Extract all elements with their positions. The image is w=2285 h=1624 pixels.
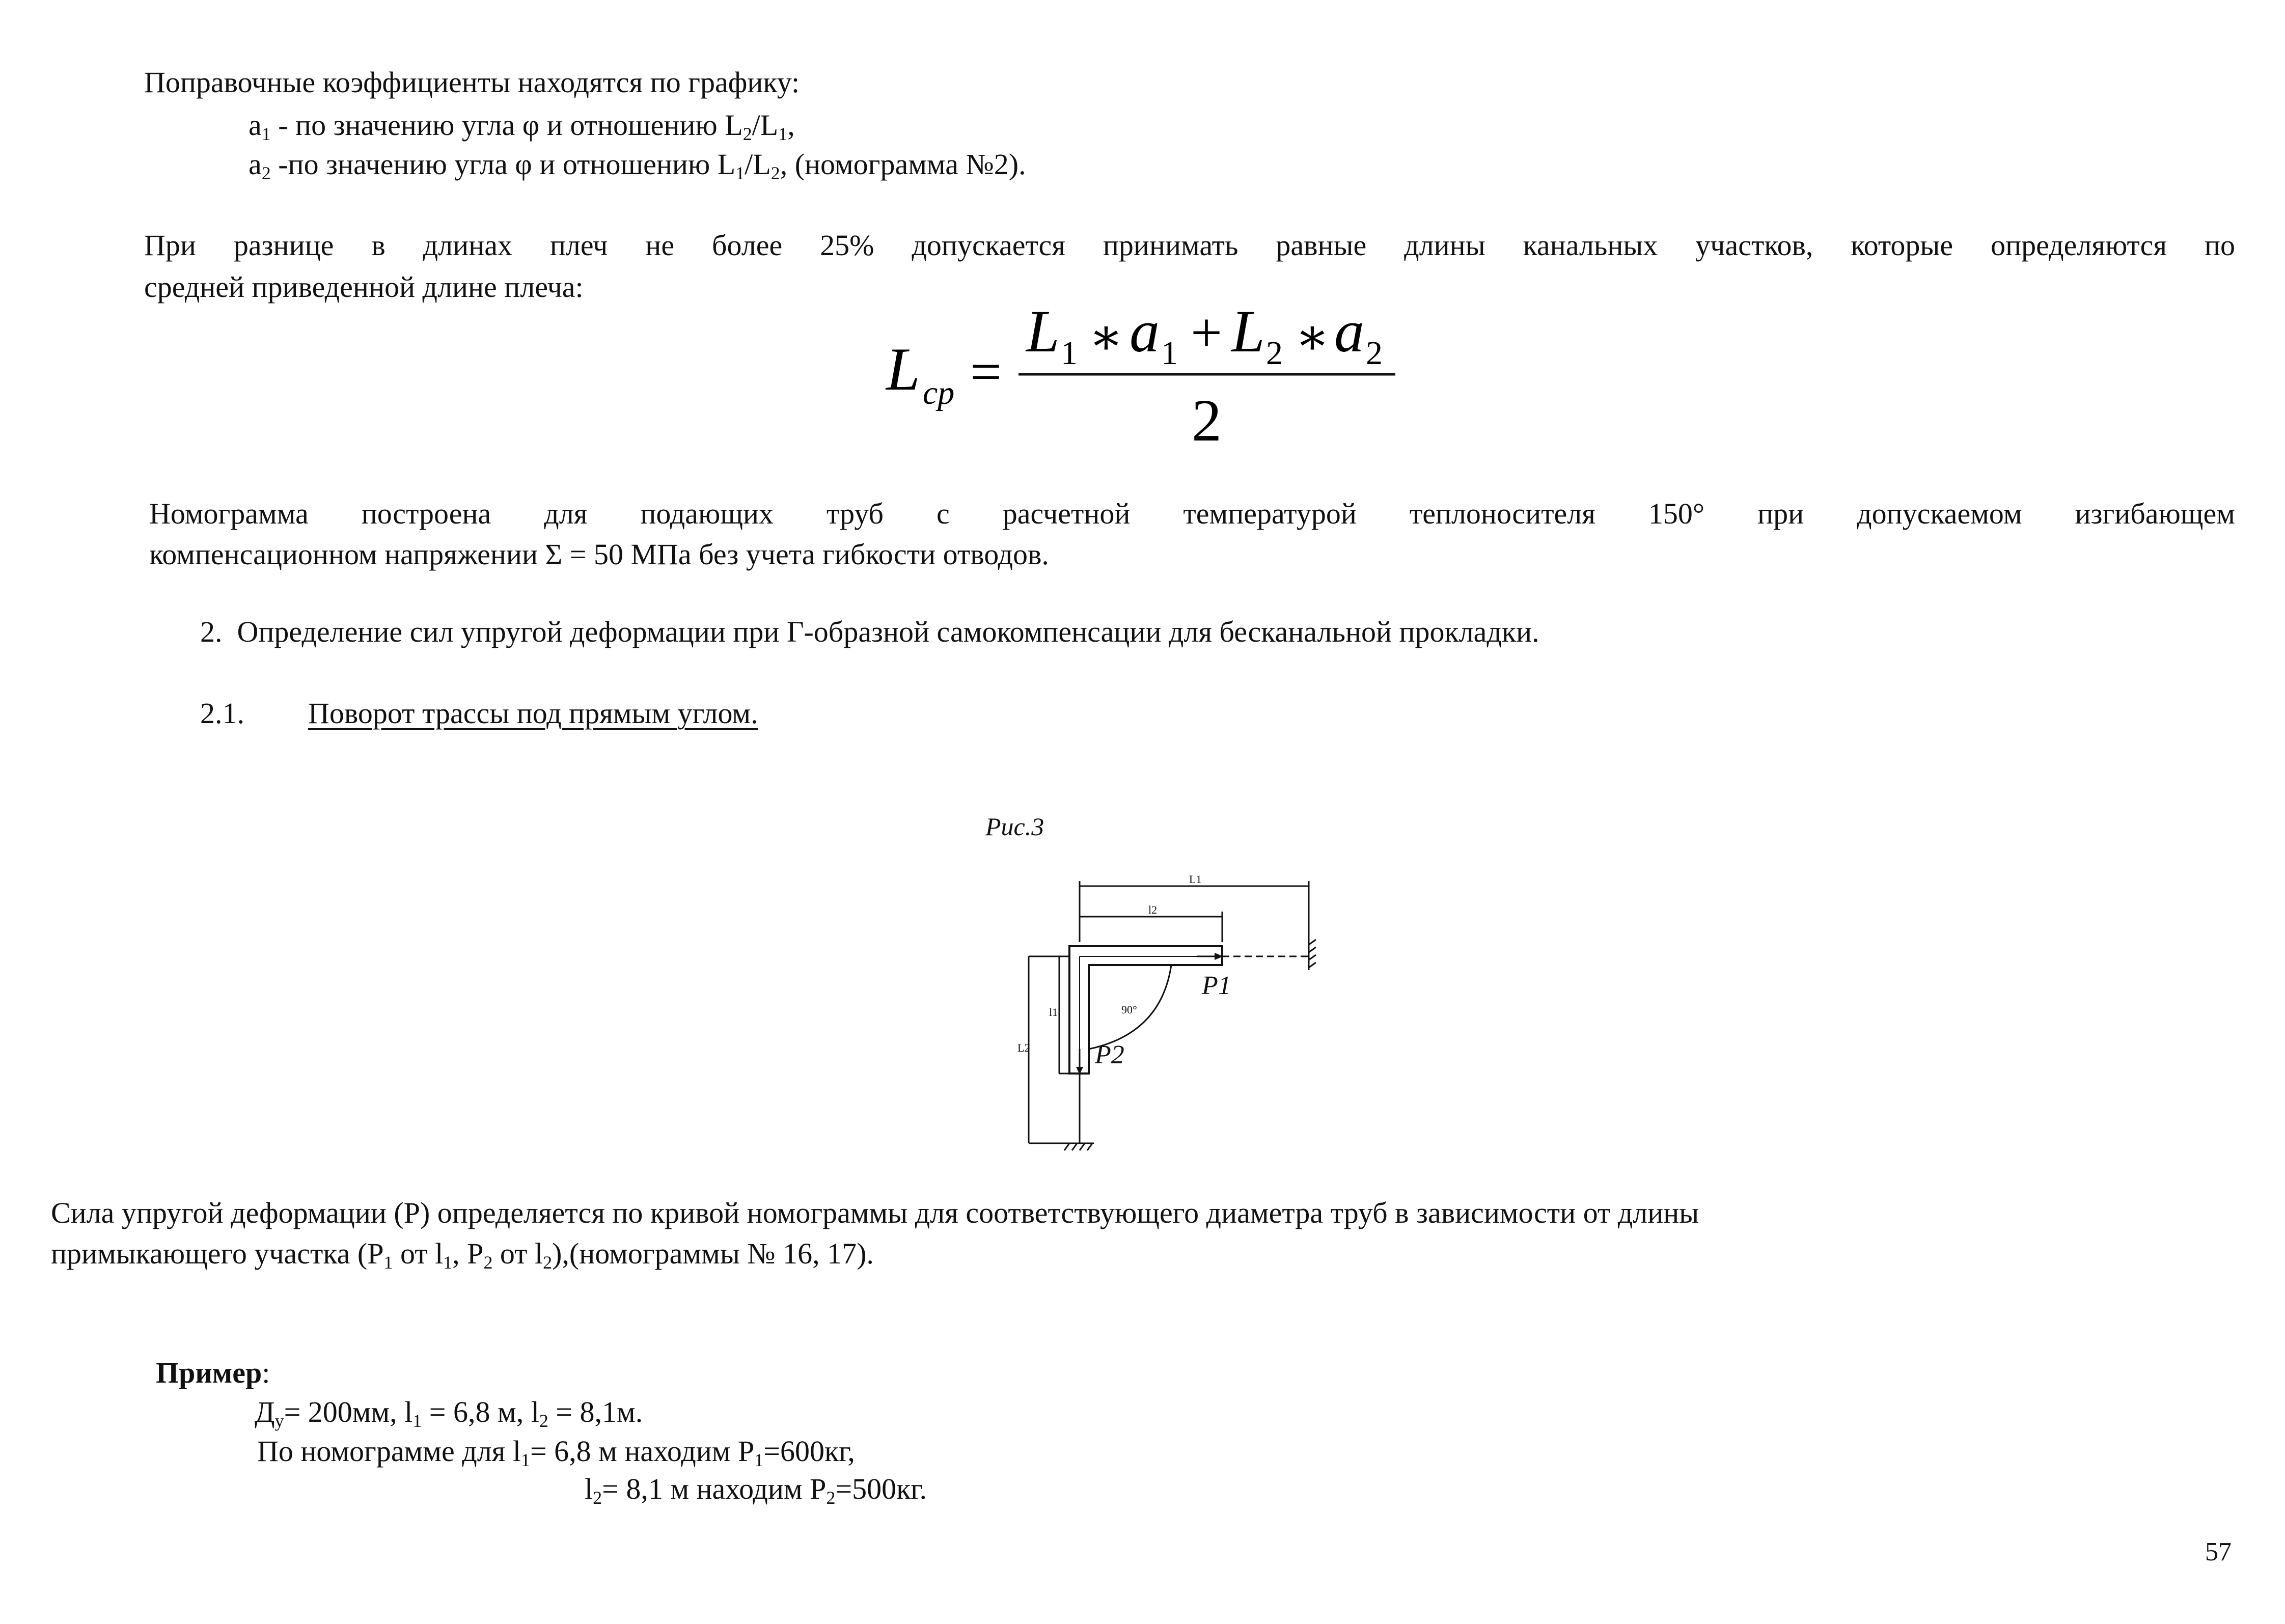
dim-top-inner bbox=[1080, 912, 1222, 942]
example-l3-a: l bbox=[585, 1472, 593, 1505]
example-l2-a: По номограмме для l bbox=[257, 1435, 521, 1468]
formula-num-a1-sub: 1 bbox=[1161, 335, 1178, 372]
formula-lhs-sub: cp bbox=[923, 374, 955, 411]
a1-ratio-sub1: 2 bbox=[742, 124, 752, 145]
formula-num-star1: ∗ bbox=[1089, 309, 1123, 365]
pipe-outline bbox=[1069, 946, 1222, 1074]
figure-3-diagram bbox=[957, 861, 1334, 1166]
example-l3-c: =500кг. bbox=[835, 1472, 927, 1505]
example-line1 bbox=[255, 1394, 643, 1431]
p1-label: P1 bbox=[1202, 971, 1231, 1000]
formula-equals: = bbox=[970, 341, 1002, 403]
force-text-e: ),(номограммы № 16, 17). bbox=[552, 1237, 874, 1270]
force-sub-4: 2 bbox=[543, 1252, 553, 1273]
example-line3 bbox=[585, 1471, 927, 1508]
dim-top-outer-label: L1 bbox=[1189, 873, 1202, 886]
example-l3-b: = 8,1 м находим Р bbox=[602, 1472, 827, 1505]
force-line2 bbox=[51, 1235, 874, 1273]
nomogram-line1: Номограмма построена для подающих труб с расчетной температурой теплоносителя 150° при допускаемом изгибающем bbox=[149, 497, 2235, 530]
section-2-1-title: Поворот трассы под прямым углом. bbox=[308, 697, 758, 730]
diff-line1: При разнице в длинах плеч не более 25% допускается принимать равные длины канальных участков, которые определяются по bbox=[144, 229, 2235, 262]
figure-caption: Рис.3 bbox=[985, 812, 1044, 841]
dim-top-outer bbox=[1080, 881, 1309, 962]
example-l1-sub-1: 1 bbox=[412, 1411, 422, 1432]
section-2-1-number: 2.1. bbox=[200, 697, 244, 730]
example-l2-sub-1: 1 bbox=[520, 1450, 530, 1471]
intro-a2-line bbox=[249, 146, 1026, 183]
example-l1-c: = 6,8 м, l bbox=[422, 1395, 539, 1428]
dim-left-inner-label: l1 bbox=[1049, 1006, 1058, 1019]
a1-ratio-sub2: 1 bbox=[778, 124, 788, 145]
lcp-formula bbox=[866, 303, 1416, 456]
formula-num-a2-sub: 2 bbox=[1366, 335, 1383, 372]
a1-text: - по значению угла φ и отношению L bbox=[270, 108, 743, 142]
example-l1-b: = 200мм, l bbox=[284, 1395, 413, 1428]
force-text-d: от l bbox=[492, 1237, 543, 1270]
formula-num-L2: L bbox=[1231, 303, 1265, 365]
a1-end: , bbox=[787, 108, 795, 142]
a2-ratio-slash: /L bbox=[745, 148, 771, 181]
formula-num-star2: ∗ bbox=[1295, 309, 1330, 365]
a1-symbol: a bbox=[249, 108, 262, 142]
section-2 bbox=[200, 614, 1539, 651]
example-l3-sub-p2: 2 bbox=[826, 1488, 836, 1508]
fixed-support-right bbox=[1309, 940, 1316, 970]
section-2-1 bbox=[200, 695, 244, 732]
a2-ratio-sub1: 1 bbox=[735, 163, 745, 184]
example-l1-sub-2: 2 bbox=[539, 1411, 548, 1432]
dim-top-inner-label: l2 bbox=[1148, 903, 1158, 916]
formula-num-L1: L bbox=[1026, 303, 1060, 365]
section-2-number: 2. bbox=[200, 615, 223, 648]
p2-label: P2 bbox=[1095, 1040, 1124, 1069]
force-text-a: примыкающего участка (Р bbox=[51, 1237, 384, 1270]
example-title-colon: : bbox=[262, 1356, 270, 1389]
formula-num-plus: + bbox=[1191, 303, 1223, 364]
example-l1-d: = 8,1м. bbox=[548, 1395, 643, 1428]
formula-lhs: L bbox=[886, 335, 920, 403]
example-l1-sub-y: у bbox=[274, 1411, 284, 1432]
example-l1-a: Д bbox=[255, 1395, 275, 1428]
intro-heading: Поправочные коэффициенты находятся по графику: bbox=[144, 66, 800, 99]
dim-left-outer bbox=[1029, 956, 1080, 1143]
force-sub-3: 2 bbox=[483, 1252, 493, 1273]
formula-denominator: 2 bbox=[1192, 387, 1222, 454]
formula-num-a2: a bbox=[1334, 303, 1364, 365]
diff-line2: средней приведенной длине плеча: bbox=[144, 270, 584, 304]
dim-left-outer-label: L2 bbox=[1017, 1041, 1030, 1054]
fixed-support-bottom bbox=[1064, 1143, 1094, 1150]
a2-sub: 2 bbox=[261, 163, 271, 184]
formula-num-L1-sub: 1 bbox=[1061, 335, 1078, 372]
dim-left-inner bbox=[1059, 956, 1069, 1074]
example-line2 bbox=[257, 1433, 855, 1470]
force-text-c: , Р bbox=[452, 1237, 484, 1270]
example-l3-sub-2: 2 bbox=[593, 1488, 602, 1508]
a2-end: , (номограмма №2). bbox=[780, 148, 1026, 181]
force-sub-2: 1 bbox=[443, 1252, 453, 1273]
force-sub-1: 1 bbox=[383, 1252, 393, 1273]
formula-num-a1: a bbox=[1130, 303, 1160, 365]
force-line1: Сила упругой деформации (Р) определяется по кривой номограммы для соответствующего диаметра труб в зависимости от длины bbox=[51, 1196, 1699, 1229]
a2-text: -по значению угла φ и отношению L bbox=[270, 148, 736, 181]
force-text-b: от l bbox=[393, 1237, 444, 1270]
example-title-text: Пример bbox=[156, 1356, 262, 1389]
page-number: 57 bbox=[2205, 1537, 2232, 1566]
intro-a1-line bbox=[249, 107, 795, 144]
a1-sub: 1 bbox=[261, 124, 271, 145]
formula-num-L2-sub: 2 bbox=[1266, 335, 1283, 372]
a2-symbol: a bbox=[249, 148, 262, 181]
example-title bbox=[156, 1355, 270, 1392]
example-l2-sub-2: 1 bbox=[754, 1450, 764, 1471]
angle-label: 90° bbox=[1121, 1003, 1137, 1016]
section-2-title: Определение сил упругой деформации при Г-образной самокомпенсации для бесканальной прокладки. bbox=[237, 615, 1539, 648]
example-l2-b: = 6,8 м находим Р bbox=[530, 1435, 755, 1468]
nomogram-line2: компенсационном напряжении Σ = 50 МПа без учета гибкости отводов. bbox=[149, 538, 1049, 571]
a1-ratio-slash: /L bbox=[752, 108, 779, 142]
a2-ratio-sub2: 2 bbox=[770, 163, 780, 184]
example-l2-c: =600кг, bbox=[763, 1435, 855, 1468]
